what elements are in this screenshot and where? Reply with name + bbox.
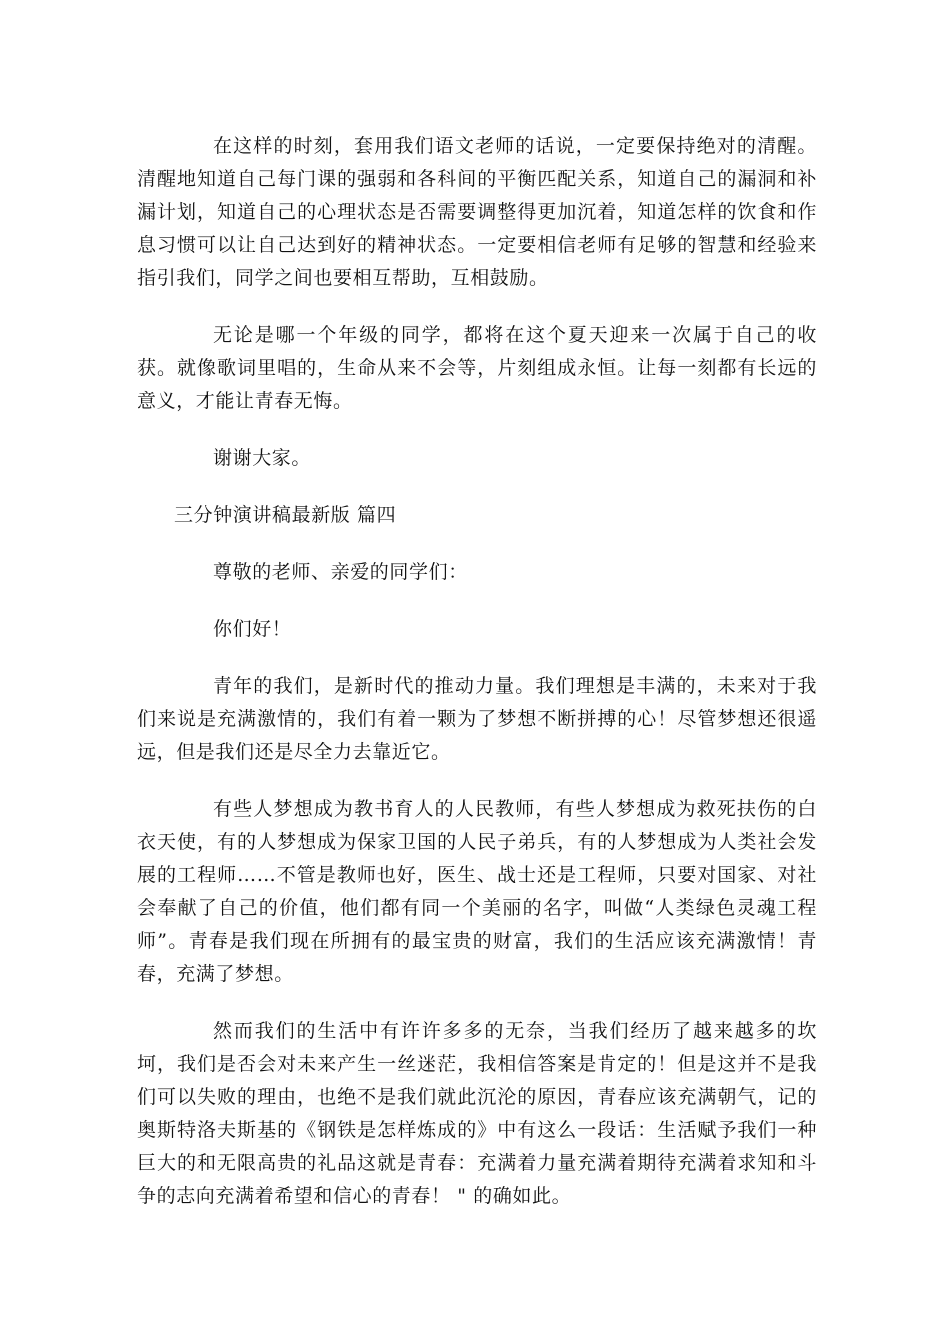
paragraph-dreams: 有些人梦想成为教书育人的人民教师，有些人梦想成为救死扶伤的白衣天使，有的人梦想成为保家卫国的人民子弟兵，有的人梦想成为人类社会发展的工程师……不管是教师也好，医生、战士还是工程师，只要对国家、对社会奉献了自己的价值，他们都有同一个美丽的名字，叫做“人类绿色灵魂工程师”。青春是我们现在所拥有的最宝贵的财富，我们的生活应该充满激情！青春，充满了梦想。 xyxy=(137,798,817,985)
paragraph-thanks: 谢谢大家。 xyxy=(213,447,312,469)
paragraph-harvest: 无论是哪一个年级的同学，都将在这个夏天迎来一次属于自己的收获。就像歌词里唱的，生命从来不会等，片刻组成永恒。让每一刻都有长远的意义，才能让青春无悔。 xyxy=(137,324,817,412)
section-heading: 三分钟演讲稿最新版 篇四 xyxy=(174,504,397,526)
document-page xyxy=(137,130,817,1237)
hello-line: 你们好！ xyxy=(213,618,292,640)
greeting-line: 尊敬的老师、亲爱的同学们： xyxy=(213,561,468,583)
paragraph-hardship: 然而我们的生活中有许许多多的无奈，当我们经历了越来越多的坎坷，我们是否会对未来产生一丝迷茫，我相信答案是肯定的！但是这并不是我们可以失败的理由，也绝不是我们就此沉沦的原因，青春应该充满朝气，记的奥斯特洛夫斯基的《钢铁是怎样炼成的》中有这么一段话：生活赋予我们一种巨大的和无限高贵的礼品这就是青春：充满着力量充满着期待充满着求知和斗争的志向充满着希望和信心的青春！ " 的确如此。 xyxy=(137,1020,817,1207)
paragraph-clarity: 在这样的时刻，套用我们语文老师的话说，一定要保持绝对的清醒。清醒地知道自己每门课的强弱和各科间的平衡匹配关系，知道自己的漏洞和补漏计划，知道自己的心理状态是否需要调整得更加沉着，知道怎样的饮食和作息习惯可以让自己达到好的精神状态。一定要相信老师有足够的智慧和经验来指引我们，同学之间也要相互帮助，互相鼓励。 xyxy=(137,135,817,289)
paragraph-youth: 青年的我们，是新时代的推动力量。我们理想是丰满的，未来对于我们来说是充满激情的，我们有着一颗为了梦想不断拼搏的心！尽管梦想还很遥远，但是我们还是尽全力去靠近它。 xyxy=(137,675,817,763)
